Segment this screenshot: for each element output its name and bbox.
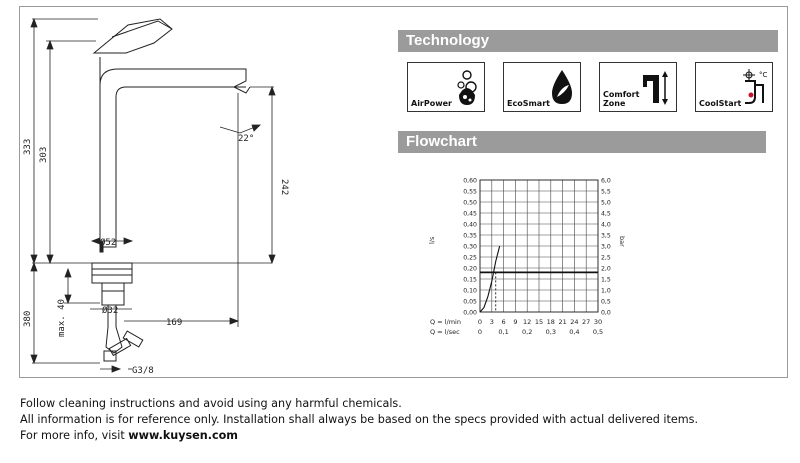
tech-airpower [407,62,485,112]
footer-info-prefix: For more info, visit [20,429,129,442]
y2-tick-label: 3,5 [601,232,611,240]
chart-x-prefix-lmin: Q = l/min [430,318,461,326]
chart-y2label: bar [618,236,626,247]
technology-header: Technology [398,30,778,52]
footer-line-info [20,428,698,444]
technical-drawing [20,7,400,379]
water-drop-leaf-icon [547,67,577,107]
y2-tick-label: 5,5 [601,188,611,196]
y2-tick-label: 2,5 [601,254,611,262]
y-tick-label: 0,30 [463,243,477,251]
x-tick-label-lmin: 18 [546,318,555,326]
y-tick-label: 0,60 [463,177,477,185]
dim-380: 380 [23,310,33,327]
dim-dia32: Ø32 [102,306,119,316]
tech-comfortzone [599,62,677,112]
y2-tick-label: 4,5 [601,210,611,218]
y2-tick-label: 4,0 [601,221,611,229]
x-tick-label-lsec: 0,1 [498,328,509,336]
dim-242: 242 [279,179,289,196]
tech-label-ecosmart: EcoSmart [507,99,550,108]
chart-x-prefix-lsec: Q = l/sec [430,328,460,336]
faucet-spout-outline [100,57,246,247]
x-tick-label-lmin: 15 [534,318,544,326]
dim-max40: max. 40 [57,299,67,337]
x-tick-label-lmin: 12 [523,318,532,326]
x-tick-label-lsec: 0,2 [522,328,533,336]
dim-dia52: Ø52 [100,238,117,248]
footer-line-cleaning: Follow cleaning instructions and avoid using any harmful chemicals. [20,397,402,410]
footer-line-disclaimer: All information is for reference only. Installation shall always be based on the specs provided with actual delivered items. [20,413,699,426]
y-tick-label: 0,55 [463,188,477,196]
x-tick-label-lmin: 24 [570,318,579,326]
y-tick-label: 0,20 [463,265,477,273]
website-link[interactable]: www.kuysen.com [128,429,238,442]
faucet-handle-outline [94,19,172,53]
mounting-nut [102,283,124,305]
faucet-base [92,263,132,283]
dim-angle22: 22° [238,134,255,144]
cool-start-icon [739,67,769,107]
y2-tick-label: 1,5 [601,276,611,284]
y2-tick-label: 1,0 [601,287,611,295]
y-tick-label: 0,05 [463,298,477,306]
y2-tick-label: 6,0 [601,177,611,185]
flowchart-header: Flowchart [398,131,766,153]
x-tick-label-lsec: 0 [477,328,483,336]
tech-label-coolstart: CoolStart [699,99,742,108]
x-tick-label-lmin: 30 [593,318,603,326]
air-bubbles-icon [453,67,481,107]
dim-333: 333 [23,138,33,155]
x-tick-label-lmin: 0 [477,318,483,326]
y2-tick-label: 0,0 [601,309,611,317]
supply-hose [106,327,122,353]
y2-tick-label: 3,0 [601,243,611,251]
y-tick-label: 0,00 [463,309,477,317]
tech-label-comfortzone: Comfort Zone [603,90,640,108]
svg-text:°C: °C [759,71,768,79]
x-tick-label-lsec: 0,4 [569,328,580,336]
x-tick-label-lmin: 9 [513,318,518,326]
x-tick-label-lmin: 6 [501,318,506,326]
x-tick-label-lsec: 0,3 [545,328,556,336]
y2-tick-label: 0,5 [601,298,611,306]
tech-label-airpower: AirPower [411,99,452,108]
y-tick-label: 0,25 [463,254,477,262]
chart-grid [480,180,598,312]
y-tick-label: 0,45 [463,210,477,218]
x-tick-label-lmin: 21 [558,318,567,326]
y-tick-label: 0,50 [463,199,477,207]
y-tick-label: 0,10 [463,287,477,295]
faucet-height-icon [639,67,673,107]
x-tick-label-lsec: 0,5 [592,328,604,336]
dim-g38: G3/8 [132,366,154,376]
dim-169: 169 [166,318,183,328]
chart-ylabel: l/s [428,236,436,244]
tech-coolstart [695,62,773,112]
footer-notes [20,396,698,444]
y-tick-label: 0,35 [463,232,477,240]
faucet-handle-top [112,21,172,37]
x-tick-label-lmin: 3 [489,318,494,326]
y-tick-label: 0,40 [463,221,477,229]
y2-tick-label: 5,0 [601,199,611,207]
flowchart-chart [428,172,648,342]
y2-tick-label: 2,0 [601,265,611,273]
x-tick-label-lmin: 27 [582,318,591,326]
y-tick-label: 0,15 [463,276,477,284]
dim-303: 303 [39,146,49,163]
tech-ecosmart [503,62,581,112]
